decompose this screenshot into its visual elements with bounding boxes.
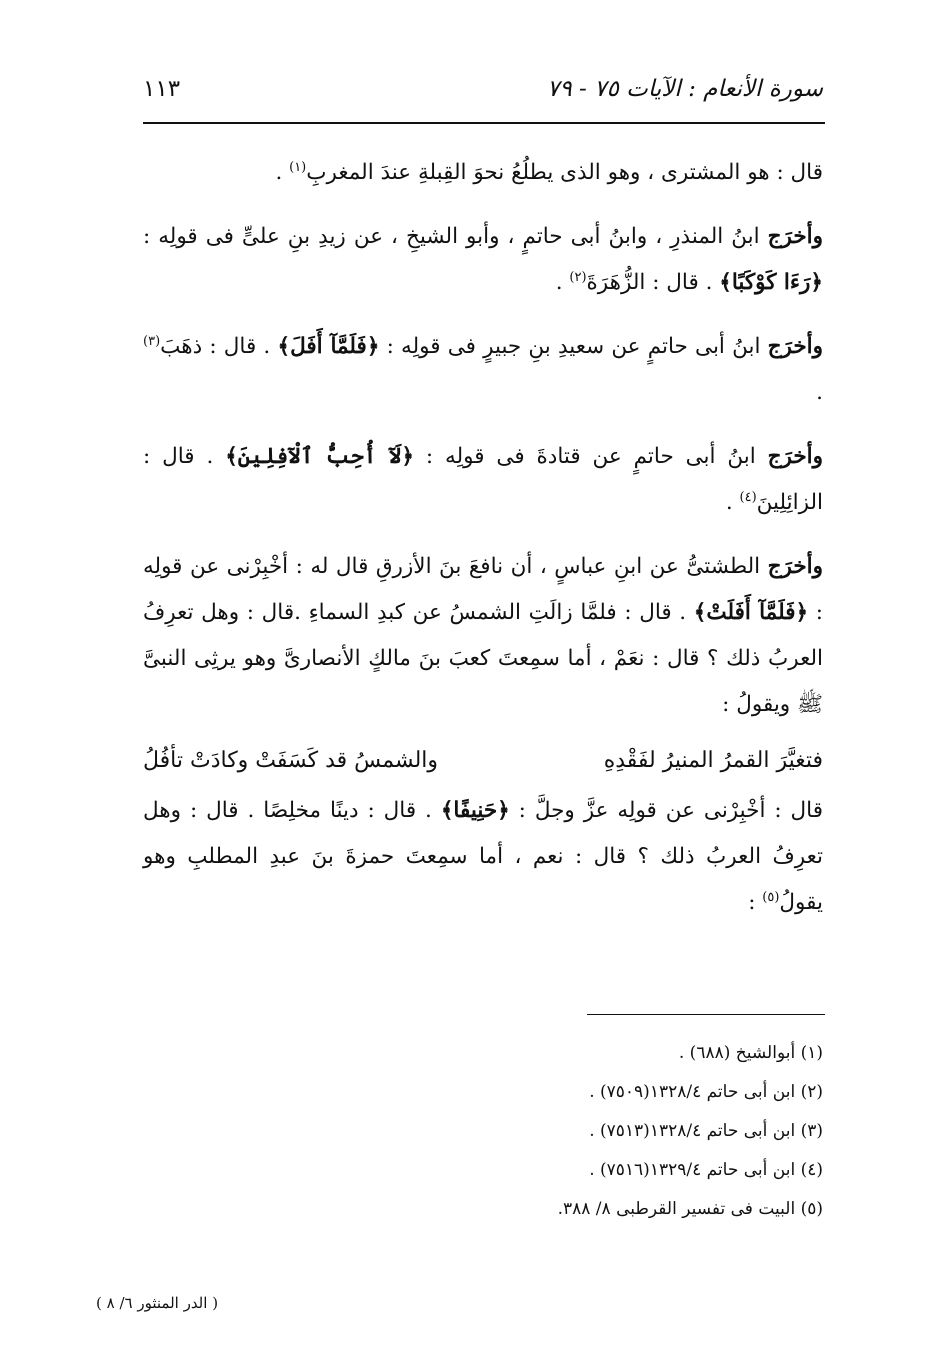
page-header bbox=[143, 76, 823, 116]
paragraph-text: . قال : الزائِلِينَ bbox=[143, 444, 823, 515]
footnote-2: (٢) ابن أبى حاتم ١٣٢٨/٤(٧٥٠٩) . bbox=[589, 1082, 823, 1102]
verse-first-hemistich: فتغيَّرَ القمرُ المنيرُ لفَقْدِهِ bbox=[603, 748, 823, 773]
paragraph-text: قال : أخْبِرْنى عن قولِه عزَّ وجلَّ : bbox=[509, 798, 823, 823]
paragraph-2 bbox=[143, 214, 823, 306]
footnote-5: (٥) البيت فى تفسير القرطبى ٨/ ٣٨٨. bbox=[557, 1199, 823, 1219]
quran-quote: ﴿فَلَمَّآ أَفَلَ﴾ bbox=[277, 334, 380, 359]
quran-quote: ﴿رَءَا كَوْكَبًا﴾ bbox=[719, 270, 823, 295]
paragraph-text: ابنُ المنذرِ ، وابنُ أبى حاتمٍ ، وأبو الشيخِ ، عن زيدِ بنِ علىٍّ فى قولِه : bbox=[143, 224, 768, 249]
paragraph-text: ابنُ أبى حاتمٍ عن قتادةَ فى قولِه : bbox=[414, 444, 768, 469]
main-text bbox=[143, 150, 823, 944]
verse-second-hemistich: والشمسُ قد كَسَفَتْ وكادَتْ تأفُلُ bbox=[143, 748, 439, 773]
source-label: ( الدر المنثور ٦/ ٨ ) bbox=[96, 1294, 219, 1312]
header-divider bbox=[143, 122, 825, 124]
footnote-ref-3: (٣) bbox=[143, 333, 161, 349]
footnote-4: (٤) ابن أبى حاتم ١٣٢٩/٤(٧٥١٦) . bbox=[589, 1160, 823, 1180]
paragraph-3 bbox=[143, 324, 823, 416]
paragraph-4 bbox=[143, 434, 823, 526]
paragraph-text: . قال : ذهَبَ bbox=[160, 334, 278, 359]
footnote-divider bbox=[587, 1014, 825, 1015]
paragraph-end: . bbox=[725, 490, 740, 515]
paragraph-text: قال : هو المشترى ، وهو الذى يطلُعُ نحوَ القِبلةِ عندَ المغربِ bbox=[306, 160, 823, 185]
lead-word: وأخرَج bbox=[767, 554, 823, 579]
paragraph-end: : bbox=[748, 890, 763, 915]
quran-quote: ﴿فَلَمَّآ أَفَلَتْ﴾ bbox=[693, 600, 809, 625]
footnote-ref-5: (٥) bbox=[762, 889, 780, 905]
lead-word: وأخرَج bbox=[767, 334, 824, 359]
footnotes bbox=[143, 1034, 823, 1229]
paragraph-text: . قال : فلمَّا زالَتِ الشمسُ عن كبدِ السماءِ .قال : وهل تعرِفُ العربُ ذلك ؟ قال : نعَمْ ، أما سمِعتَ كعبَ بنَ مالكٍ الأنصارىَّ وهو يرثِى النبىَّ ﷺ ويقولُ : bbox=[143, 600, 823, 717]
footnote-3: (٣) ابن أبى حاتم ١٣٢٨/٤(٧٥١٣) . bbox=[589, 1121, 823, 1141]
paragraph-5 bbox=[143, 544, 823, 728]
footnote-ref-4: (٤) bbox=[739, 489, 757, 505]
paragraph-text: الطشتىُّ عن ابنِ عباسٍ ، أن نافعَ بنَ الأزرقِ قال له : أخْبِرْنى عن قولِه : bbox=[143, 554, 823, 625]
footnote-ref-1: (١) bbox=[289, 159, 307, 175]
poetry-verse bbox=[143, 738, 823, 784]
quran-quote: ﴿لَآ أُحِبُّ ٱلْآفِلِينَ﴾ bbox=[225, 444, 415, 469]
footnote-1: (١) أبوالشيخ (٦٨٨) . bbox=[678, 1043, 823, 1063]
running-title: سورة الأنعام : الآيات ٧٥ - ٧٩ bbox=[547, 76, 823, 102]
paragraph-1 bbox=[143, 150, 823, 196]
paragraph-text: . قال : الزُّهَرَةَ bbox=[586, 270, 720, 295]
lead-word: وأخرَج bbox=[767, 444, 823, 469]
paragraph-end: . bbox=[275, 160, 290, 185]
paragraph-end: . bbox=[555, 270, 570, 295]
footnote-ref-2: (٢) bbox=[569, 269, 587, 285]
paragraph-6 bbox=[143, 788, 823, 926]
quran-quote: ﴿حَنِيفًا﴾ bbox=[440, 798, 510, 823]
lead-word: وأخرَج bbox=[767, 224, 823, 249]
paragraph-text: ابنُ أبى حاتمٍ عن سعيدِ بنِ جبيرٍ فى قولِه : bbox=[379, 334, 768, 359]
page-number: ١١٣ bbox=[143, 76, 181, 102]
paragraph-end: . bbox=[816, 380, 823, 405]
paragraph-text: . قال : دينًا مخلِصًا . قال : وهل تعرِفُ العربُ ذلك ؟ قال : نعم ، أما سمِعتَ حمزةَ بنَ عبدِ المطلبِ وهو يقولُ bbox=[143, 798, 823, 915]
